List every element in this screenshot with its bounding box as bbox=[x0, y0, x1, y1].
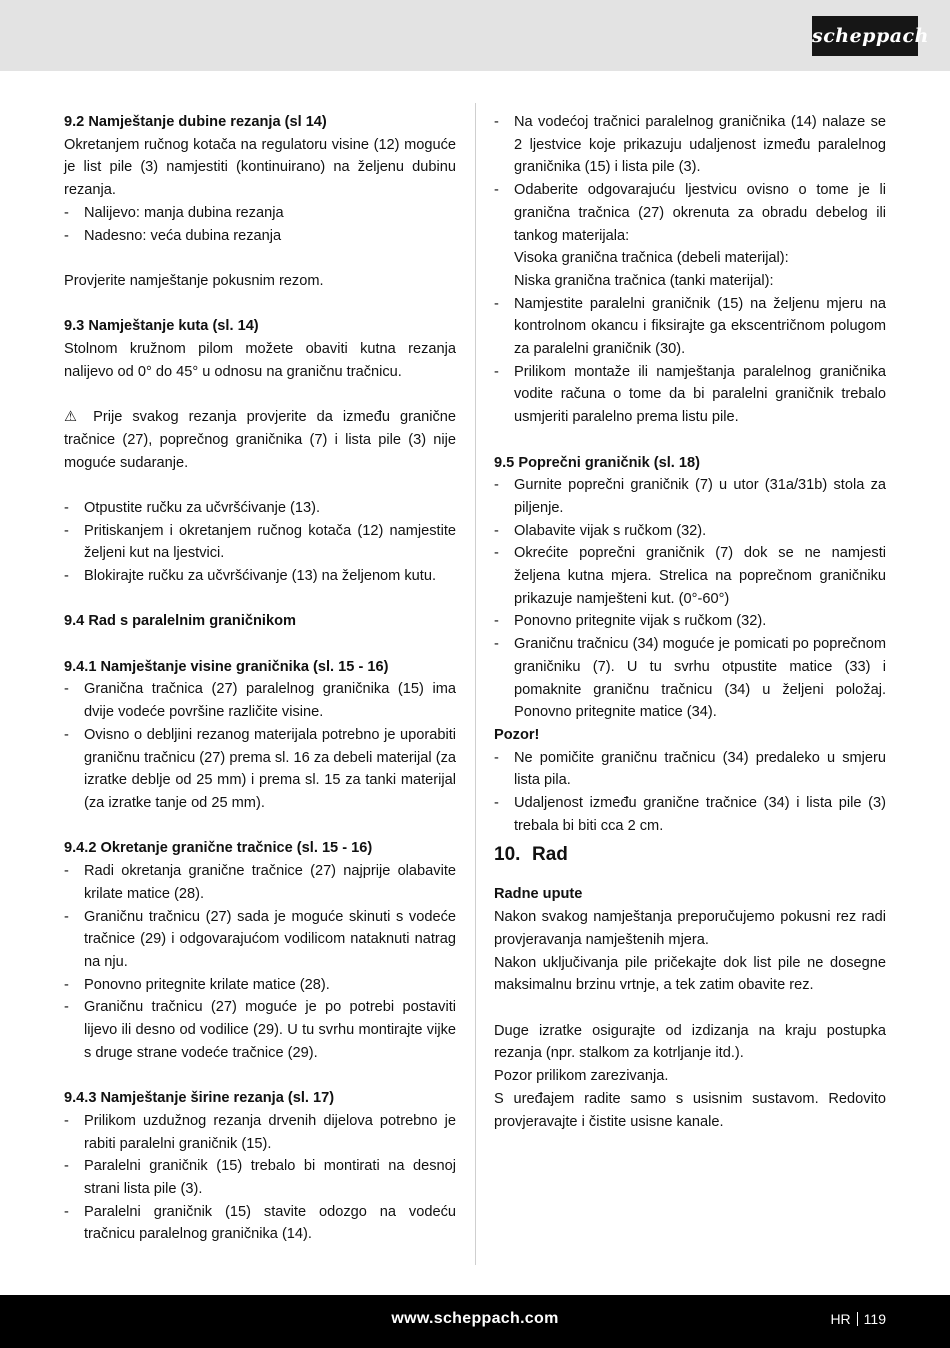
list-item: - Graničnu tračnicu (34) moguće je pomicati po poprečnom graničniku (7). U tu svrhu otpustite matice (33) i pomaknite graničnu tračnicu (34) u željeni položaj. Ponovno pritegnite matice (34). bbox=[494, 633, 886, 724]
page-header bbox=[0, 0, 950, 71]
warning-icon: ⚠ bbox=[64, 409, 84, 426]
scheppach-logo bbox=[812, 16, 929, 56]
list-item: - Radi okretanja granične tračnice (27) najprije olabavite krilate matice (28). bbox=[64, 860, 456, 905]
chapter-10-heading bbox=[494, 843, 886, 867]
list-item: - Ponovno pritegnite vijak s ručkom (32). bbox=[494, 610, 886, 633]
list-item: - Prilikom uzdužnog rezanja drvenih dijelova potrebno je rabiti paralelni graničnik (15). bbox=[64, 1110, 456, 1155]
caution-label: Pozor! bbox=[494, 726, 540, 743]
website-link[interactable]: www.scheppach.com bbox=[391, 1310, 559, 1327]
language-code: HR bbox=[830, 1311, 851, 1327]
sub-item: Niska granična tračnica (tanki materijal): bbox=[514, 272, 774, 289]
work-paragraph: Nakon uključivanja pile pričekajte dok list pile ne dosegne maksimalnu brzinu vrtnje, a tek zatim obavite rez. bbox=[494, 954, 886, 994]
warning-text: Prije svakog rezanja provjerite da između granične tračnice (27), poprečnog graničnika (7) i lista pile (3) nije moguće sudaranje. bbox=[64, 409, 456, 471]
list-item: - Otpustite ručku za učvršćivanje (13). bbox=[64, 497, 456, 520]
column-divider bbox=[475, 103, 476, 1265]
list-item: - Gurnite poprečni graničnik (7) u utor (31a/31b) stola za piljenje. bbox=[494, 474, 886, 519]
list-item: - Ne pomičite graničnu tračnicu (34) predaleko u smjeru lista pila. bbox=[494, 747, 886, 792]
list-item: - Ovisno o debljini rezanog materijala potrebno je uporabiti graničnu tračnicu (27) prema sl. 16 za debeli materijal (za izratke deblje od 25 mm) i prema sl. 15 za tanki materijal (za izratke tanje od 25 mm). bbox=[64, 724, 456, 815]
page-number bbox=[830, 1311, 886, 1327]
chapter-title: Rad bbox=[532, 844, 568, 866]
list-item: - Granična tračnica (27) paralelnog graničnika (15) ima dvije vodeće površine različite visine. bbox=[64, 678, 456, 723]
chapter-number: 10. bbox=[494, 844, 521, 866]
list-item: - Olabavite vijak s ručkom (32). bbox=[494, 520, 886, 543]
section-9-4-title: 9.4 Rad s paralelnim graničnikom bbox=[64, 613, 296, 630]
section-9-2-text: Okretanjem ručnog kotača na regulatoru visine (12) moguće je list pile (3) namjestiti (kontinuirano) na željenu dubinu rezanja. bbox=[64, 136, 456, 199]
list-item: - Graničnu tračnicu (27) moguće je po potrebi postaviti lijevo ili desno od vodilice (29). U tu svrhu montirajte vijke s druge strane vodeće tračnice (29). bbox=[64, 996, 456, 1064]
list-item: - Ponovno pritegnite krilate matice (28). bbox=[64, 974, 456, 997]
list-item: - Pritiskanjem i okretanjem ručnog kotača (12) namjestite željeni kut na ljestvici. bbox=[64, 520, 456, 565]
warning-paragraph bbox=[64, 406, 456, 474]
work-paragraph: Duge izratke osigurajte od izdizanja na kraju postupka rezanja (npr. stalkom za kotrljanje itd.). bbox=[494, 1022, 886, 1062]
list-item: - Blokirajte ručku za učvršćivanje (13) na željenom kutu. bbox=[64, 565, 456, 588]
work-instructions-title: Radne upute bbox=[494, 886, 583, 903]
list-item: - Namjestite paralelni graničnik (15) na željenu mjeru na kontrolnom okancu i fiksirajte ga ekscentričnom polugom za paralelni graničnik (30). bbox=[494, 293, 886, 361]
list-item: - Nalijevo: manja dubina rezanja bbox=[64, 202, 456, 225]
work-paragraph: Pozor prilikom zarezivanja. bbox=[494, 1068, 669, 1085]
list-item: - Paralelni graničnik (15) trebalo bi montirati na desnoj strani lista pile (3). bbox=[64, 1155, 456, 1200]
section-9-3-title: 9.3 Namještanje kuta (sl. 14) bbox=[64, 318, 259, 335]
list-item: - Graničnu tračnicu (27) sada je moguće skinuti s vodeće tračnice (29) i odgovarajućom vodilicom nataknuti natrag na nju. bbox=[64, 906, 456, 974]
page-footer bbox=[0, 1295, 950, 1348]
list-item: - Odaberite odgovarajuću ljestvicu ovisno o tome je li granična tračnica (27) okrenuta za obradu debelog ili tankog materijala: bbox=[494, 179, 886, 247]
list-item: - Prilikom montaže ili namještanja paralelnog graničnika vodite računa o tome da bi paralelni graničnik trebalo usmjeriti paralelno prema listu pile. bbox=[494, 361, 886, 429]
logo-text: scheppach bbox=[812, 25, 929, 47]
work-paragraph: S uređajem radite samo s usisnim sustavom. Redovito provjeravajte i čistite usisne kanale. bbox=[494, 1090, 886, 1130]
right-column bbox=[494, 111, 886, 1133]
section-9-2-title: 9.2 Namještanje dubine rezanja (sl 14) bbox=[64, 114, 327, 130]
list-item: - Paralelni graničnik (15) stavite odozgo na vodeću tračnicu paralelnog graničnika (14). bbox=[64, 1201, 456, 1246]
page-num: 119 bbox=[863, 1311, 886, 1327]
section-9-3-text: Stolnom kružnom pilom možete obaviti kutna rezanja nalijevo od 0° do 45° u odnosu na graničnu tračnicu. bbox=[64, 341, 456, 380]
left-column bbox=[64, 111, 456, 1246]
section-9-5-title: 9.5 Poprečni graničnik (sl. 18) bbox=[494, 454, 701, 471]
section-9-2-check: Provjerite namještanje pokusnim rezom. bbox=[64, 272, 324, 289]
list-item: - Na vodećoj tračnici paralelnog graničnika (14) nalaze se 2 ljestvice koje prikazuju udaljenost između paralelnog graničnika (15) i lista pile (3). bbox=[494, 111, 886, 179]
work-paragraph: Nakon svakog namještanja preporučujemo pokusni rez radi provjeravanja namještenih mjera. bbox=[494, 909, 886, 948]
list-item: - Udaljenost između granične tračnice (34) i lista pile (3) trebala bi biti cca 2 cm. bbox=[494, 792, 886, 837]
sub-item: Visoka granična tračnica (debeli materijal): bbox=[514, 250, 789, 267]
section-9-4-3-title: 9.4.3 Namještanje širine rezanja (sl. 17) bbox=[64, 1090, 335, 1107]
section-9-4-2-title: 9.4.2 Okretanje granične tračnice (sl. 15 - 16) bbox=[64, 840, 373, 857]
section-9-4-1-title: 9.4.1 Namještanje visine graničnika (sl. 15 - 16) bbox=[64, 658, 389, 675]
list-item: - Okrećite poprečni graničnik (7) dok se ne namjesti željena kutna mjera. Strelica na poprečnom graničniku prikazuje namješteni kut. (0°-60°) bbox=[494, 542, 886, 610]
list-item: - Nadesno: veća dubina rezanja bbox=[64, 225, 456, 248]
